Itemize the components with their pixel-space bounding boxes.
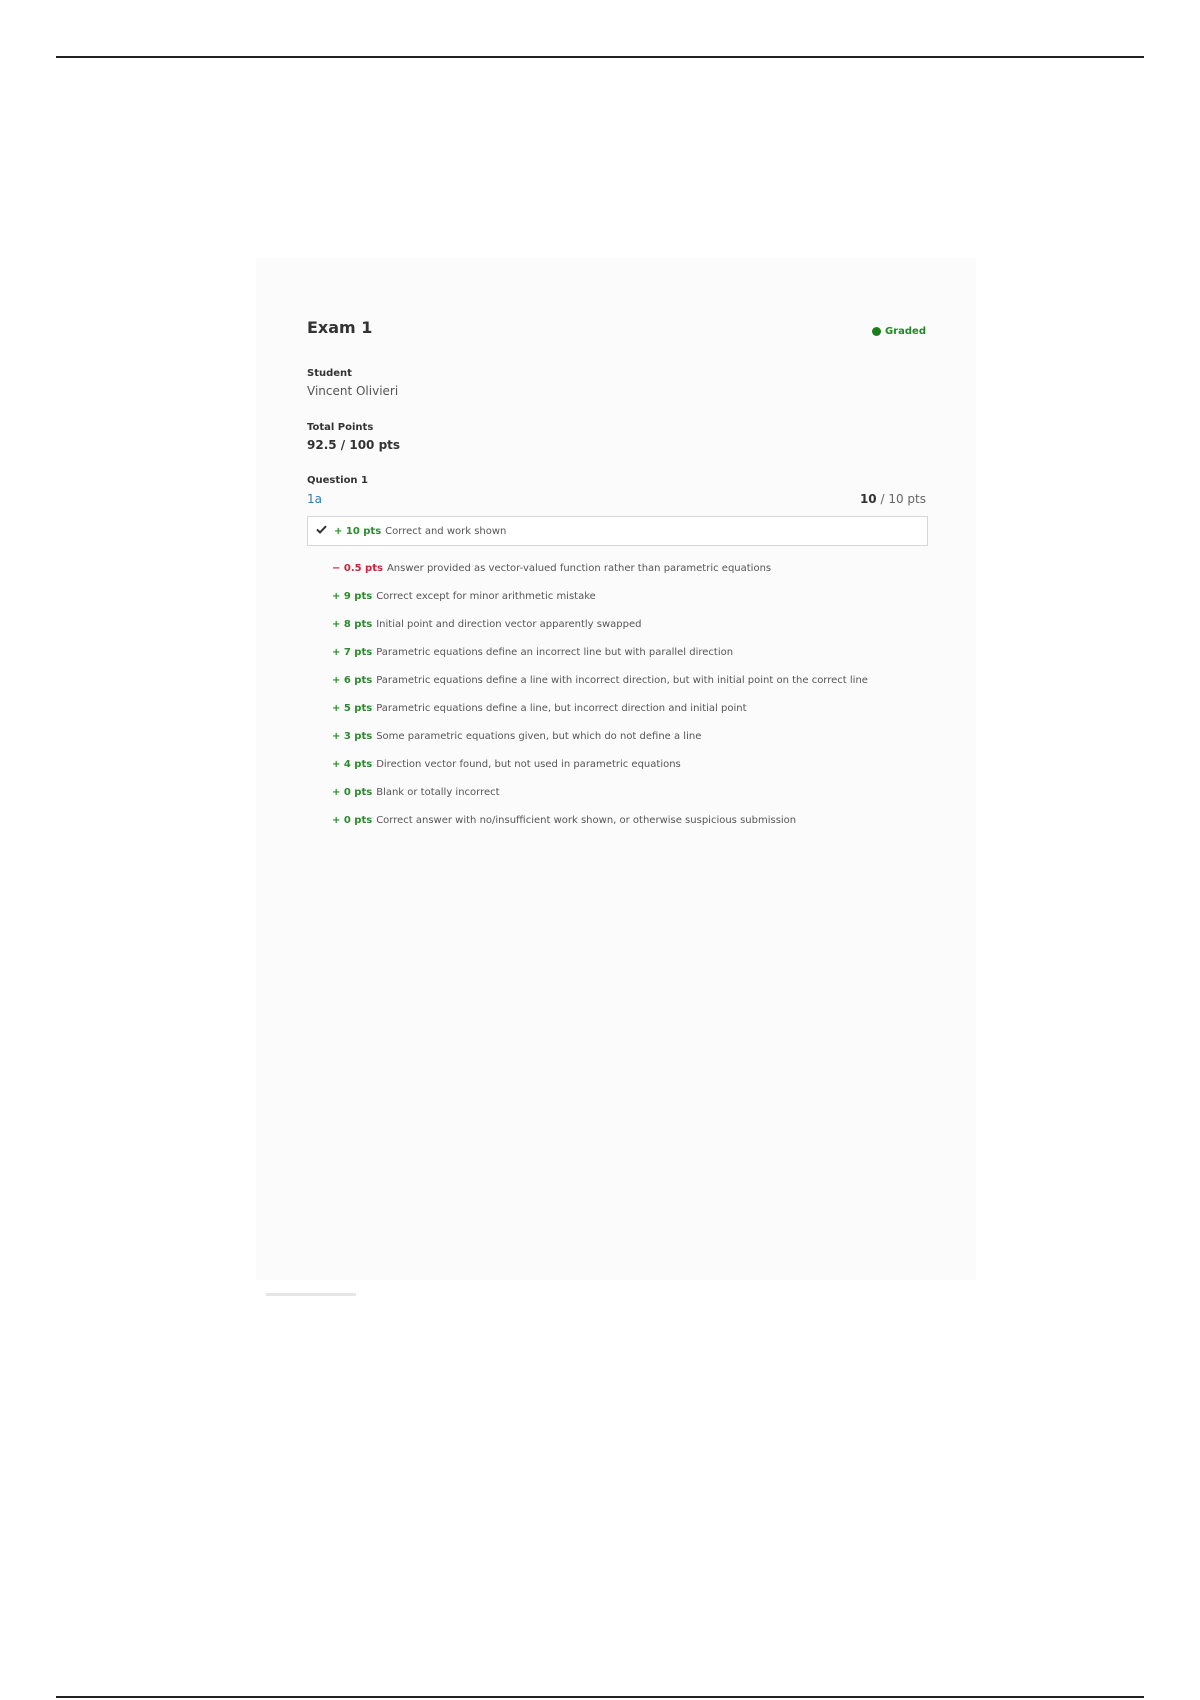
- exam-title: Exam 1: [307, 318, 373, 337]
- rubric-item-points: + 4 pts: [332, 758, 373, 770]
- rubric-item-description: Some parametric equations given, but which do not define a line: [376, 730, 702, 742]
- rubric-list: [332, 554, 932, 834]
- rubric-item-description: Answer provided as vector-valued function rather than parametric equations: [386, 562, 772, 574]
- bottom-divider: [56, 1696, 1144, 1698]
- question-score-earned: 10: [859, 492, 877, 506]
- rubric-item[interactable]: [332, 806, 932, 834]
- rubric-item[interactable]: [332, 582, 932, 610]
- rubric-item[interactable]: [332, 750, 932, 778]
- rubric-item[interactable]: [332, 610, 932, 638]
- rubric-item-points: + 7 pts: [332, 646, 373, 658]
- rubric-item-points: + 5 pts: [332, 702, 373, 714]
- rubric-item-description: Parametric equations define an incorrect line but with parallel direction: [376, 646, 734, 658]
- status-label: Graded: [885, 326, 926, 337]
- rubric-item-description: Parametric equations define a line with incorrect direction, but with initial point on the correct line: [376, 674, 868, 686]
- footer-watermark: [266, 1293, 356, 1296]
- status-badge: [872, 326, 926, 337]
- rubric-item-description: Correct except for minor arithmetic mistake: [376, 590, 596, 602]
- rubric-item-points: + 0 pts: [332, 786, 373, 798]
- student-name: Vincent Olivieri: [307, 384, 399, 398]
- rubric-item[interactable]: [332, 554, 932, 582]
- rubric-item-points: + 0 pts: [332, 814, 373, 826]
- top-divider: [56, 56, 1144, 58]
- question-part-link[interactable]: 1a: [307, 492, 322, 506]
- rubric-item-description: Blank or totally incorrect: [376, 786, 500, 798]
- status-dot-icon: [872, 327, 881, 336]
- question-label: Question 1: [307, 475, 368, 486]
- question-score-total: / 10 pts: [880, 492, 926, 506]
- rubric-item-points: + 9 pts: [332, 590, 373, 602]
- rubric-item-description: Correct and work shown: [385, 525, 507, 537]
- question-score: [860, 492, 926, 506]
- rubric-item-description: Direction vector found, but not used in parametric equations: [376, 758, 681, 770]
- rubric-item[interactable]: [332, 722, 932, 750]
- checkmark-icon: [316, 525, 328, 537]
- rubric-item-description: Correct answer with no/insufficient work shown, or otherwise suspicious submission: [376, 814, 797, 826]
- rubric-item-description: Parametric equations define a line, but incorrect direction and initial point: [376, 702, 747, 714]
- total-points-label: Total Points: [307, 422, 374, 433]
- rubric-item[interactable]: [332, 694, 932, 722]
- rubric-item-selected[interactable]: [307, 516, 928, 546]
- rubric-item[interactable]: [332, 666, 932, 694]
- rubric-item-description: Initial point and direction vector apparently swapped: [376, 618, 642, 630]
- rubric-item-points: + 3 pts: [332, 730, 373, 742]
- rubric-item-points: − 0.5 pts: [332, 562, 383, 574]
- rubric-item[interactable]: [332, 638, 932, 666]
- total-points-value: 92.5 / 100 pts: [307, 438, 401, 452]
- rubric-item-points: + 6 pts: [332, 674, 373, 686]
- rubric-item-points: + 10 pts: [334, 525, 382, 537]
- rubric-item-points: + 8 pts: [332, 618, 373, 630]
- submission-card: [256, 258, 976, 1280]
- rubric-item[interactable]: [332, 778, 932, 806]
- student-label: Student: [307, 368, 352, 379]
